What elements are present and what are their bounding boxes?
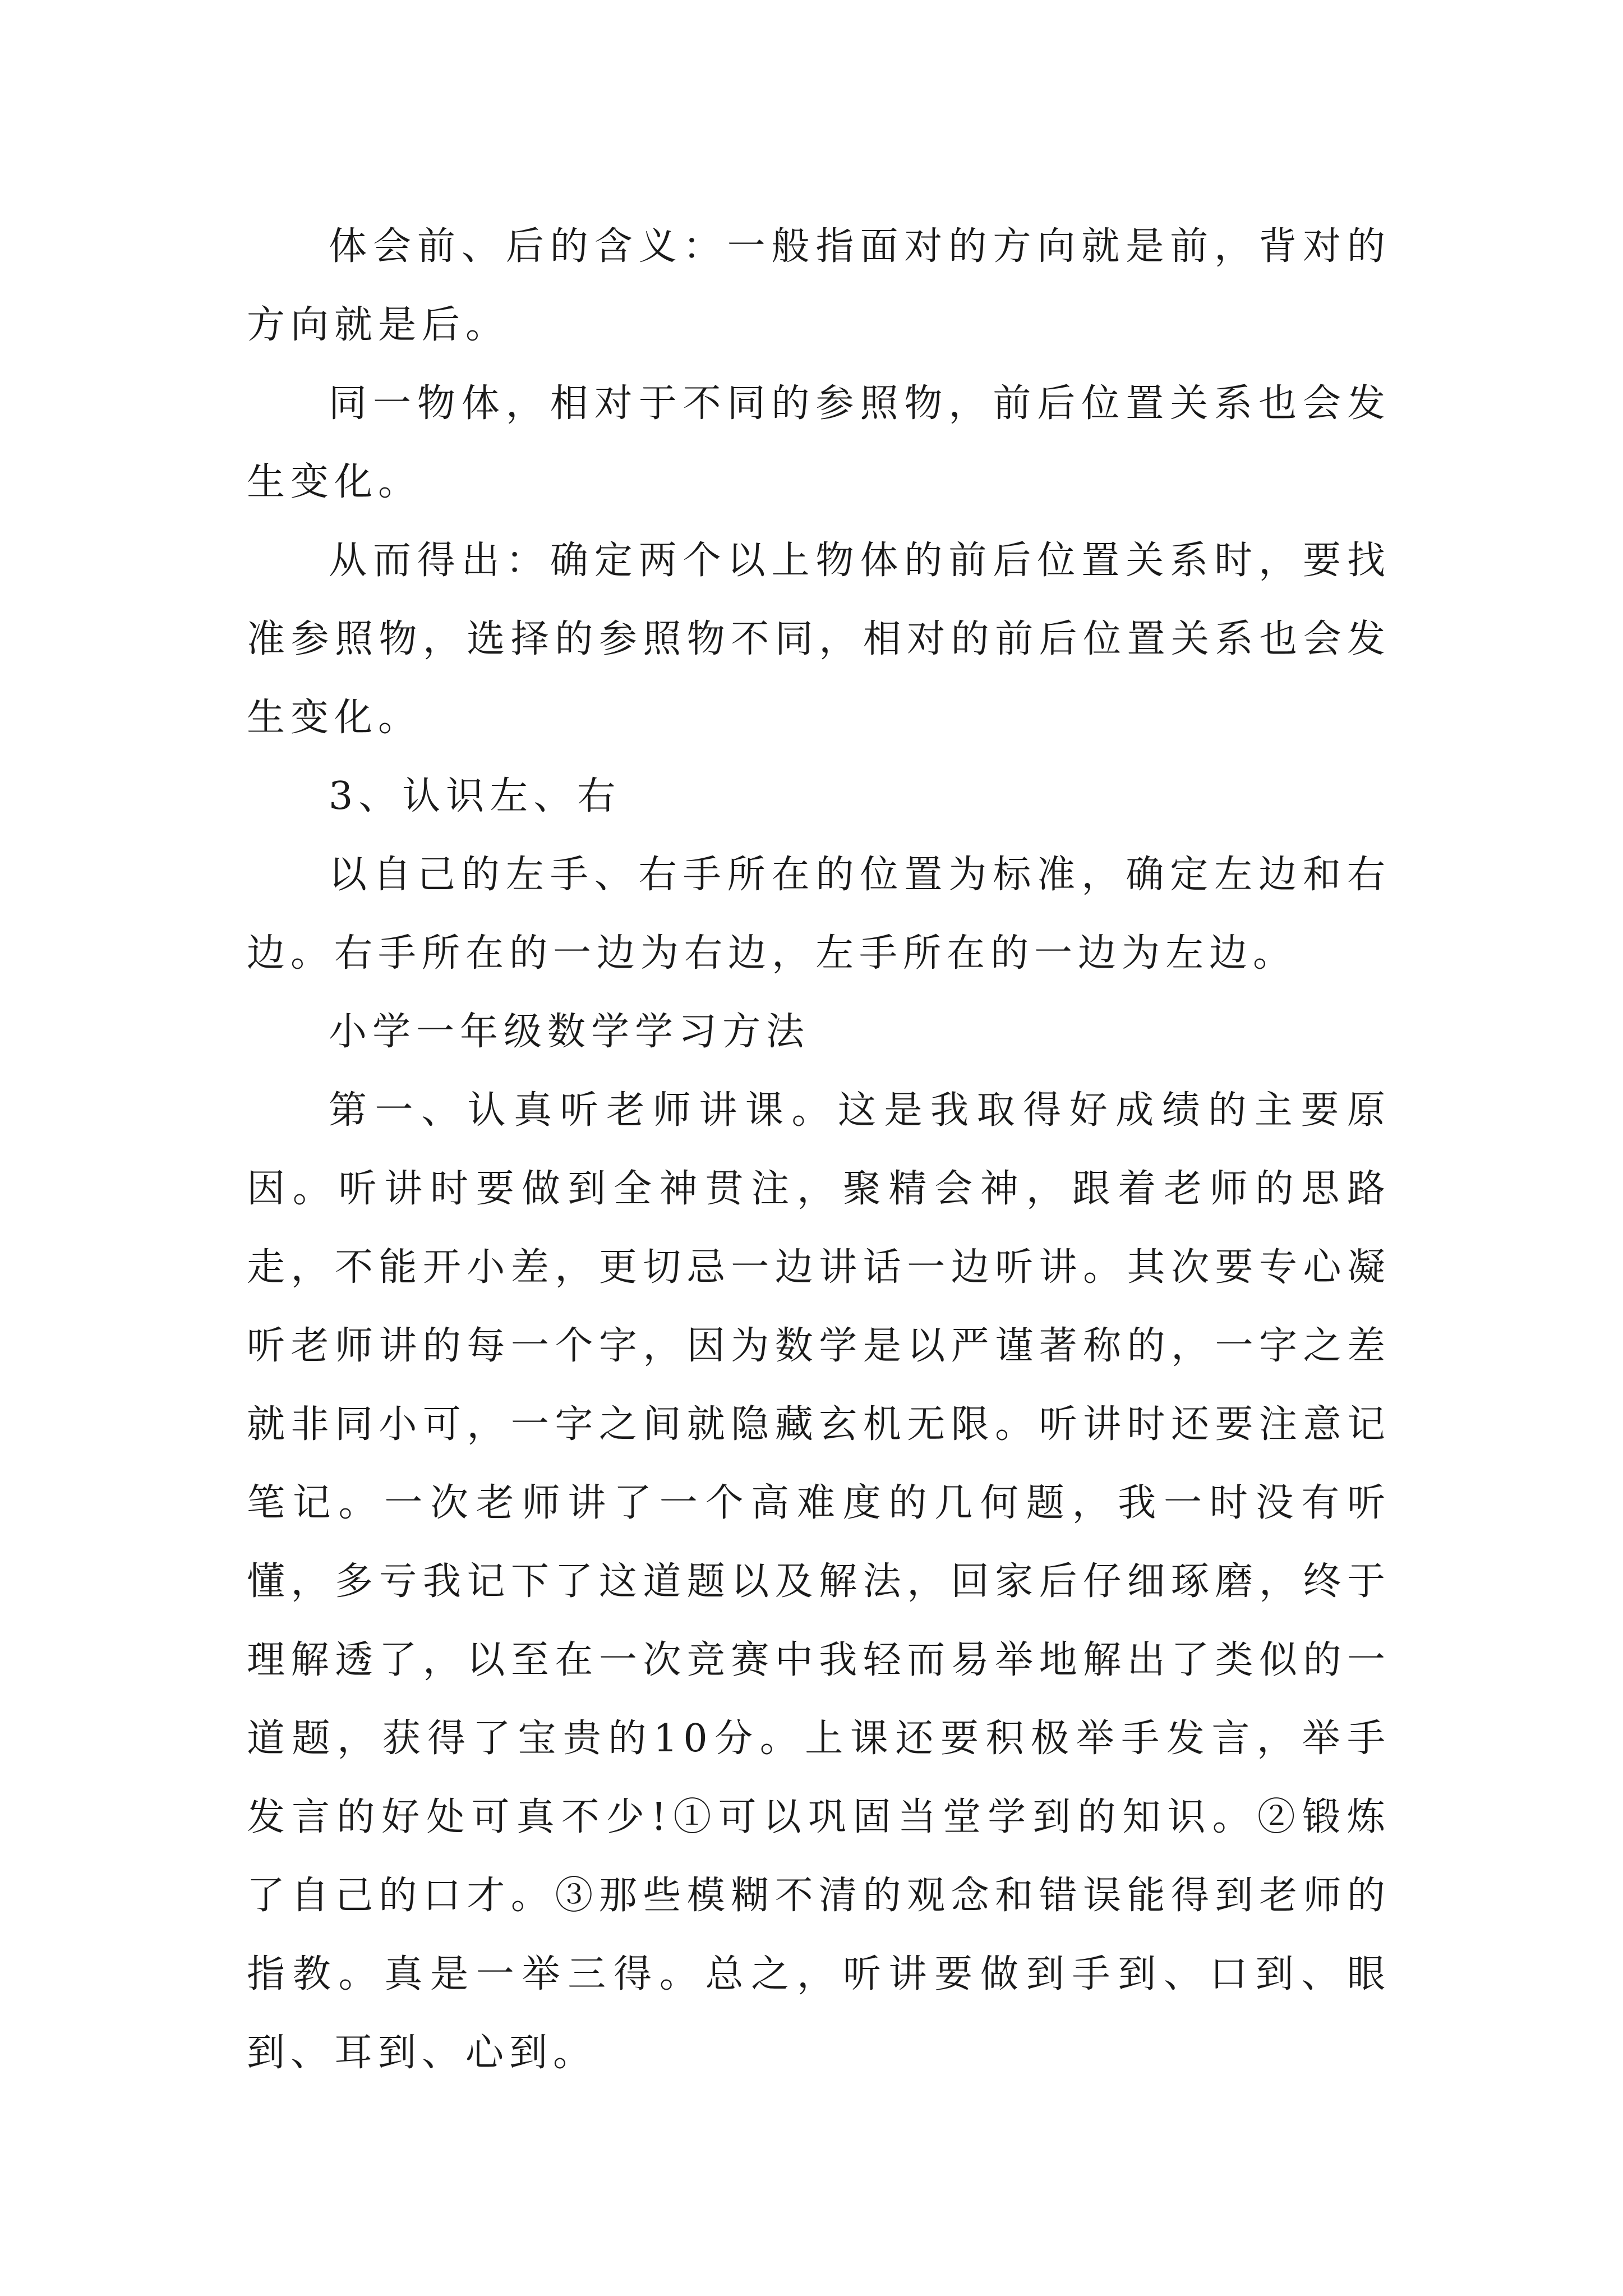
paragraph-front-back-meaning: 体会前、后的含义：一般指面对的方向就是前，背对的方向就是后。 bbox=[247, 224, 1391, 347]
paragraph-listen-carefully: 第一、认真听老师讲课。这是我取得好成绩的主要原因。听讲时要做到全神贯注，聚精会神，跟着老师的思路走，不能开小差，更切忌一边讲话一边听讲。其次要专心凝听老师讲的每一个字，因为数学是以严谨著称的，一字之差就非同小可，一字之间就隐藏玄机无限。听讲时还要注意记笔记。一次老师讲了一个高难度的几何题，我一时没有听懂，多亏我记下了这道题以及解法，回家后仔细琢磨，终于理解透了，以至在一次竞赛中我轻而易举地解出了类似的一道题，获得了宝贵的10分。上课还要积极举手发言，举手发言的好处可真不少!①可以巩固当堂学到的知识。②锻炼了自己的口才。③那些模糊不清的观念和错误能得到老师的指教。真是一举三得。总之，听讲要做到手到、口到、眼到、耳到、心到。 bbox=[247, 1088, 1391, 2075]
paragraph-reference-object: 同一物体，相对于不同的参照物，前后位置关系也会发生变化。 bbox=[247, 381, 1391, 504]
section-heading-study-methods: 小学一年级数学学习方法 bbox=[329, 1010, 810, 1054]
paragraph-conclusion: 从而得出：确定两个以上物体的前后位置关系时，要找准参照物，选择的参照物不同，相对的前后位置关系也会发生变化。 bbox=[247, 539, 1391, 740]
paragraph-left-right-definition: 以自己的左手、右手所在的位置为标准，确定左边和右边。右手所在的一边为右边，左手所在的一边为左边。 bbox=[247, 853, 1391, 976]
section-heading-left-right: 3、认识左、右 bbox=[329, 774, 621, 818]
document-body bbox=[247, 208, 1391, 2092]
